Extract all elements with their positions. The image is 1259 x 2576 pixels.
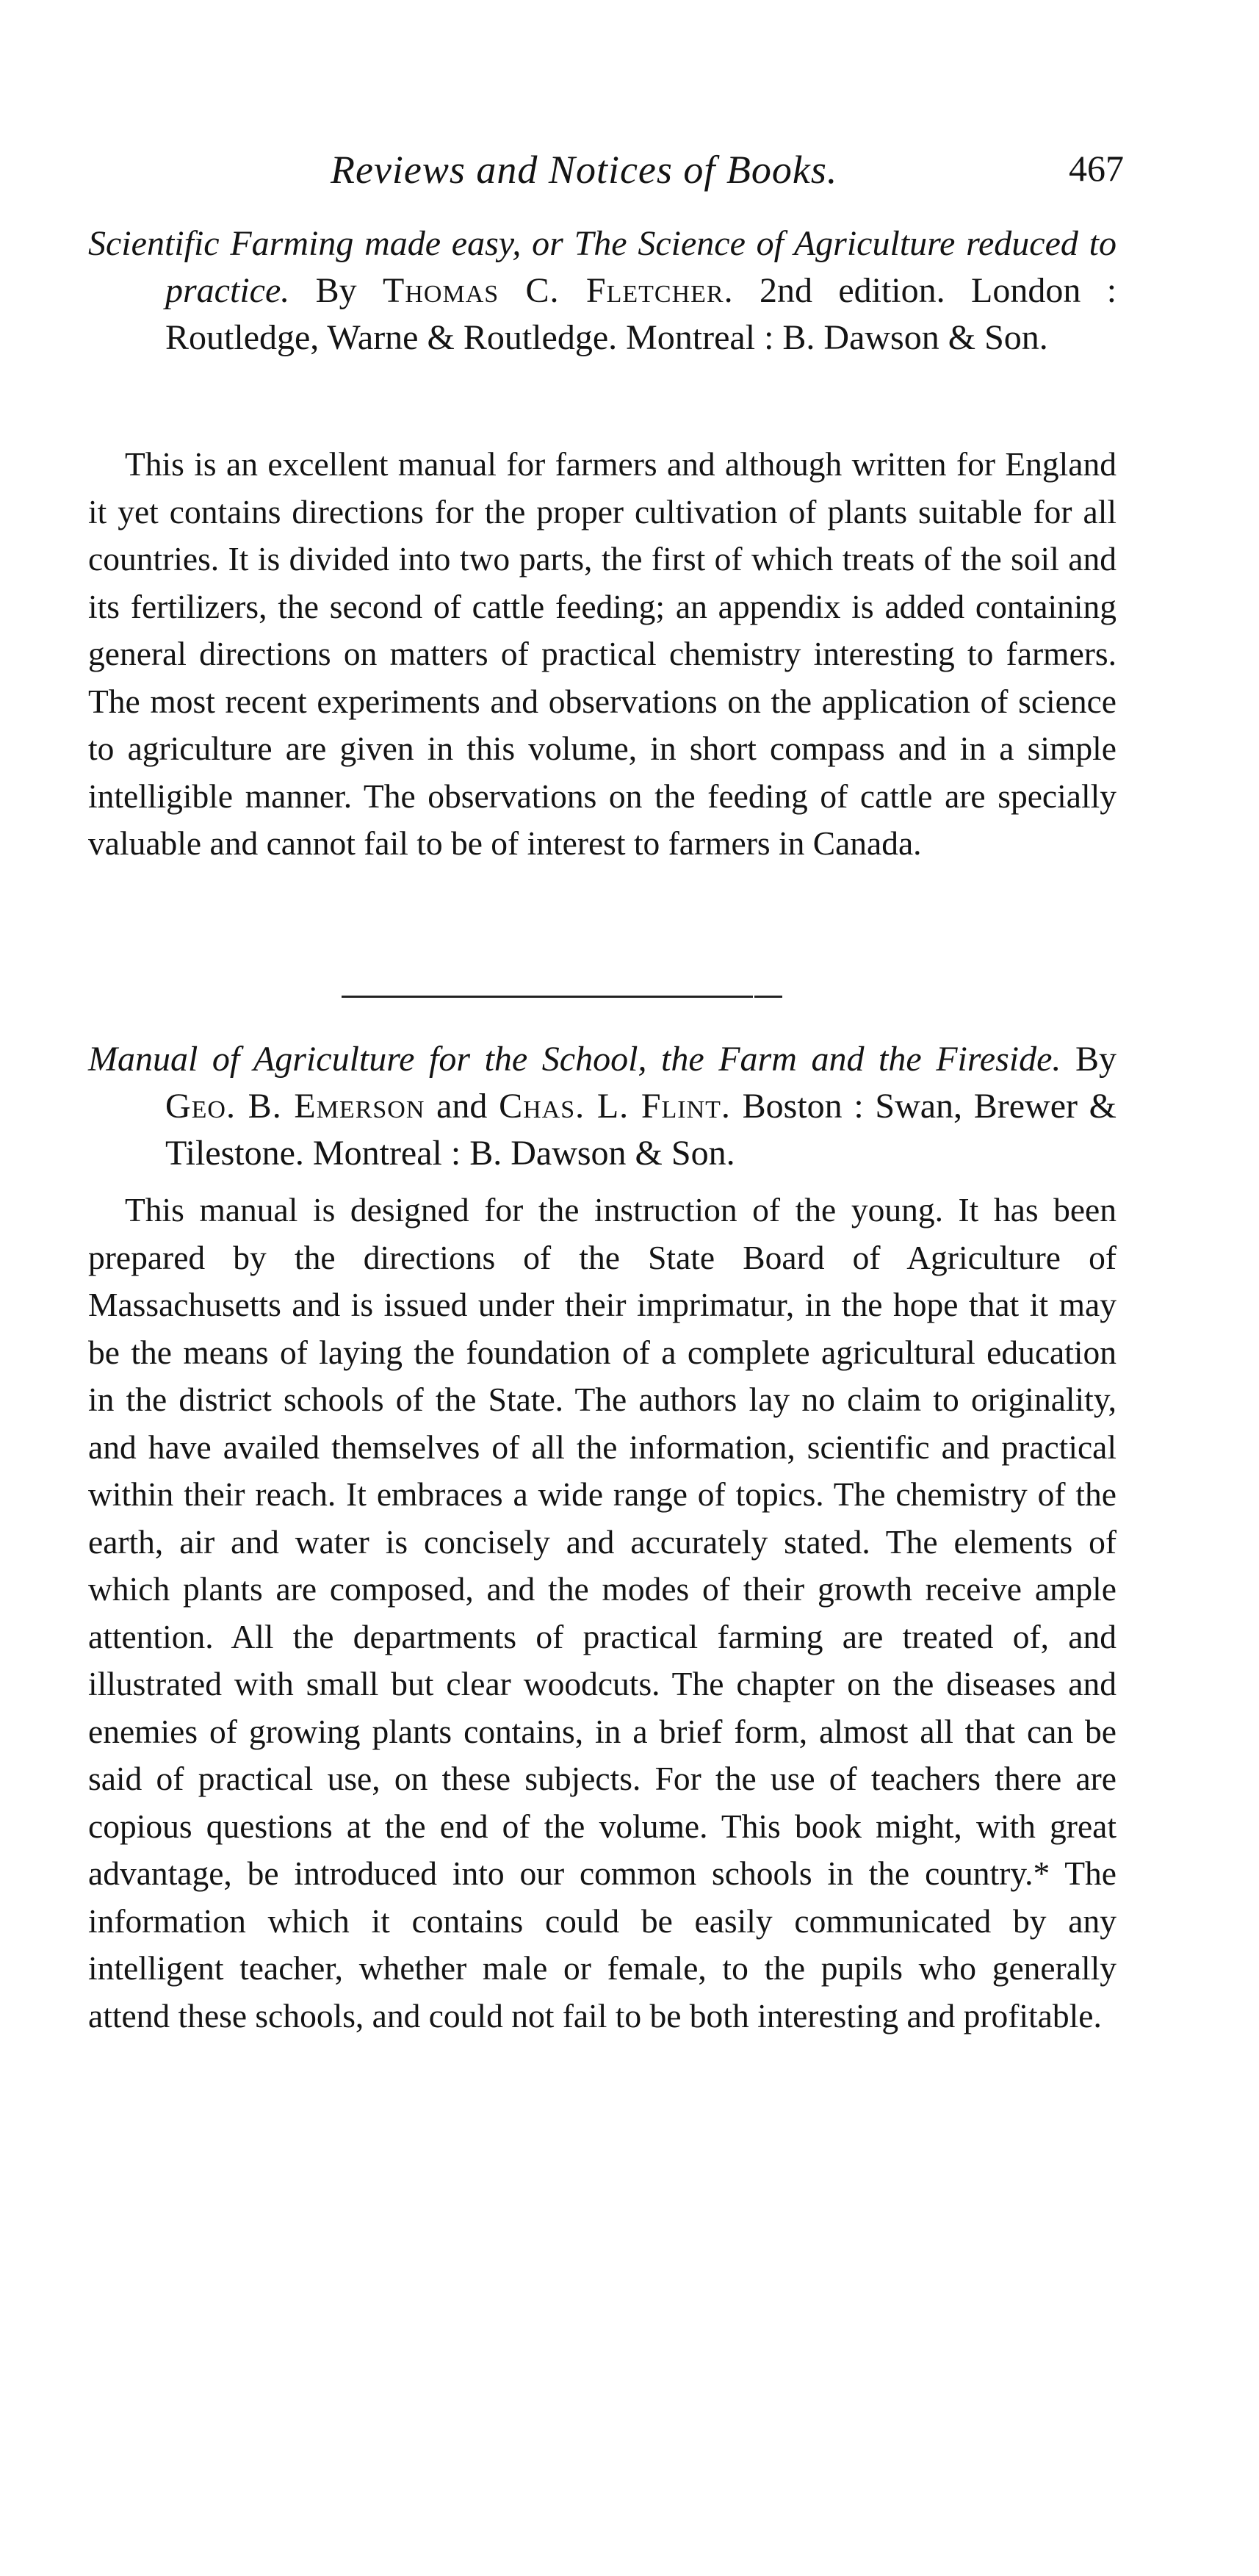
book-title: Scientific Farming made easy, or The Science of Agriculture reduced to practice.	[88, 224, 1116, 310]
review-paragraph: This is an excellent manual for farmers and although written for England it yet contains directions for the proper cultivation of plants suitable for all countries. It is divided into two parts, the first of which treats of the soil and its fertilizers, the second of cattle feeding; an appendix is added containing general directions on matters of practical chemistry interesting to farmers. The most recent experiments and observations on the application of science to agriculture are given in this volume, in short compass and in a simple intelligible manner. The observations on the feeding of cattle are specially valuable and cannot fail to be of interest to farmers in Canada.	[88, 445, 1116, 862]
review-body-manual-of-agriculture	[88, 1187, 1116, 2040]
review-paragraph: This manual is designed for the instruction of the young. It has been prepared by the directions of the State Board of Agriculture of Massachusetts and is issued under their imprimatur, in the hope that it may be the means of laying the foundation of a complete agricultural education in the district schools of the State. The authors lay no claim to originality, and have availed themselves of all the information, scientific and practical within their reach. It embraces a wide range of topics. The chemistry of the earth, air and water is concisely and accurately stated. The elements of which plants are composed, and the modes of their growth receive ample attention. All the departments of practical farming are treated of, and illustrated with small but clear woodcuts. The chapter on the diseases and enemies of growing plants contains, in a brief form, almost all that can be said of practical use, on these subjects. For the use of teachers there are copious questions at the end of the volume. This book might, with great advantage, be introduced into our common schools in the country.* The information which it contains could be easily communicated by any intelligent teacher, whether male or female, to the pupils who generally attend these schools, and could not fail to be both interesting and profitable.	[88, 1191, 1116, 2034]
edition: 2nd edition.	[759, 271, 945, 310]
publishers: London : Routledge, Warne & Routledge. Montreal : B. Dawson & Son.	[165, 271, 1117, 357]
book-title: Manual of Agriculture for the School, the Farm and the Fireside.	[88, 1040, 1061, 1079]
by-label: By	[315, 271, 357, 310]
author-name: Chas. L. Flint.	[499, 1087, 731, 1126]
and-label: and	[436, 1087, 488, 1126]
section-divider	[342, 996, 782, 998]
by-label: By	[1075, 1040, 1117, 1079]
review-body-scientific-farming	[88, 441, 1116, 868]
author-name: Geo. B. Emerson	[165, 1087, 425, 1126]
author-name: Thomas C. Fletcher.	[383, 271, 734, 310]
running-head	[88, 147, 1124, 198]
review-heading-manual-of-agriculture	[88, 1036, 1116, 1177]
review-heading-scientific-farming	[88, 220, 1116, 361]
page-number: 467	[1069, 148, 1124, 189]
publishers: Boston : Swan, Brewer & Tilestone. Montreal : B. Dawson & Son.	[165, 1087, 1116, 1173]
running-title: Reviews and Notices of Books.	[331, 148, 838, 192]
